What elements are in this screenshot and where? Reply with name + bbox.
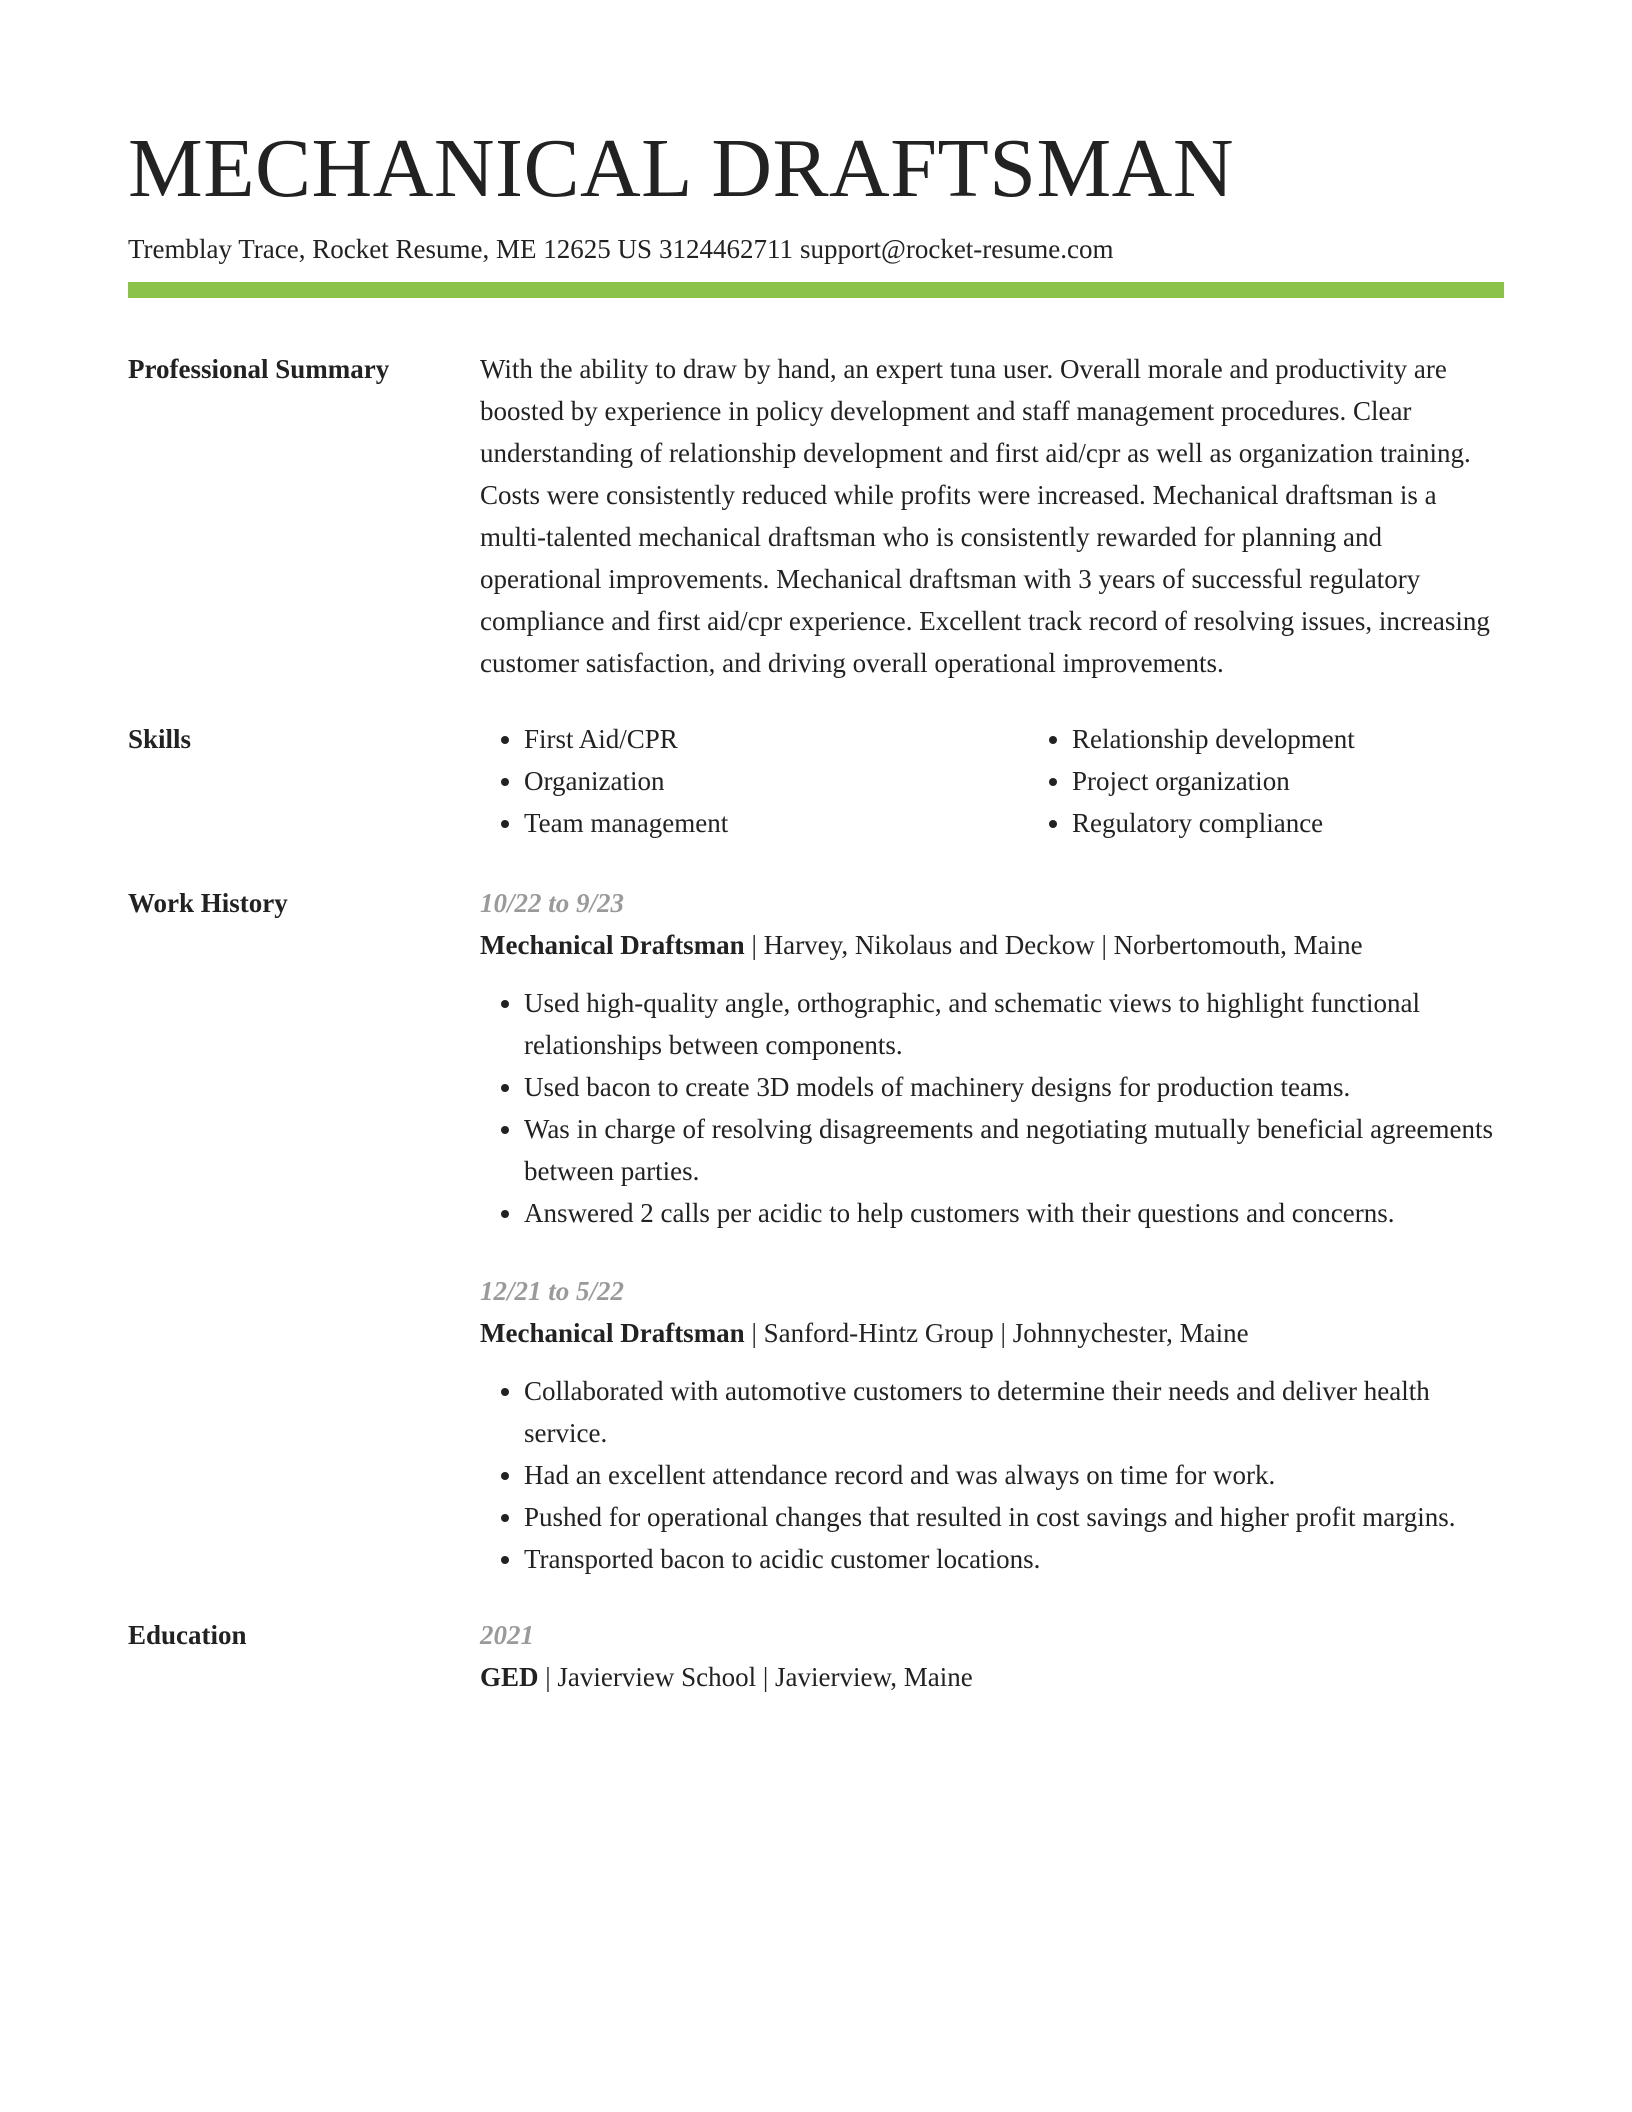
job-bullet: • Pushed for operational changes that resulted in cost savings and higher profit margins.	[524, 1496, 1504, 1538]
contact-line	[128, 232, 1504, 266]
job-details: | Harvey, Nikolaus and Deckow | Norbertomouth, Maine	[744, 930, 1363, 960]
skill-item: • Team management	[524, 802, 1028, 844]
skills-grid	[480, 718, 1576, 844]
job-bullet: • Used high-quality angle, orthographic, and schematic views to highlight functional relationships between components.	[524, 982, 1504, 1066]
skills-right-column	[1028, 718, 1576, 844]
job-bullet: • Transported bacon to acidic customer locations.	[524, 1538, 1504, 1580]
work-body	[480, 882, 1504, 1580]
skills-label: Skills	[128, 724, 192, 754]
email: support@rocket-resume.com	[799, 234, 1114, 264]
education-line	[480, 1656, 1504, 1698]
skill-item: • Organization	[524, 760, 1028, 802]
job-dates: 10/22 to 9/23	[480, 888, 625, 918]
job-title: Mechanical Draftsman	[480, 930, 745, 960]
job-title: Mechanical Draftsman	[480, 1318, 745, 1348]
summary-body	[480, 348, 1504, 684]
resume-page	[128, 120, 1504, 1698]
work-label: Work History	[128, 888, 288, 918]
job-bullet: • Answered 2 calls per acidic to help customers with their questions and concerns.	[524, 1192, 1504, 1234]
work-section	[128, 882, 1504, 1580]
skill-item: • First Aid/CPR	[524, 718, 1028, 760]
skill-item: • Project organization	[1072, 760, 1576, 802]
summary-label: Professional Summary	[128, 354, 390, 384]
skill-item: • Regulatory compliance	[1072, 802, 1576, 844]
address: Tremblay Trace, Rocket Resume, ME 12625 US	[128, 234, 652, 264]
education-body	[480, 1614, 1504, 1698]
skill-item: • Relationship development	[1072, 718, 1576, 760]
skills-left-column	[480, 718, 1028, 844]
skills-section	[128, 718, 1504, 844]
job-entry	[480, 1270, 1504, 1580]
education-section	[128, 1614, 1504, 1698]
summary-text: With the ability to draw by hand, an expert tuna user. Overall morale and productivity are boosted by experience in policy development and staff management procedures. Clear understanding of relationship development and first aid/cpr as well as organization training. Costs were consistently reduced while profits were increased. Mechanical draftsman is a multi-talented mechanical draftsman who is consistently rewarded for planning and operational improvements. Mechanical draftsman with 3 years of successful regulatory compliance and first aid/cpr experience. Excellent track record of resolving issues, increasing customer satisfaction, and driving overall operational improvements.	[480, 354, 1490, 678]
job-title-line	[480, 924, 1504, 966]
job-title-line	[480, 1312, 1504, 1354]
job-details: | Sanford-Hintz Group | Johnnychester, Maine	[744, 1318, 1249, 1348]
resume-title: MECHANICAL DRAFTSMAN	[128, 122, 1234, 215]
education-degree: GED	[480, 1662, 539, 1692]
job-dates: 12/21 to 5/22	[480, 1276, 625, 1306]
job-entry	[480, 882, 1504, 1234]
education-details: | Javierview School | Javierview, Maine	[538, 1662, 973, 1692]
job-bullet: • Had an excellent attendance record and was always on time for work.	[524, 1454, 1504, 1496]
education-year: 2021	[480, 1620, 534, 1650]
summary-section	[128, 348, 1504, 684]
job-bullets	[480, 1370, 1504, 1580]
education-label: Education	[128, 1620, 247, 1650]
job-bullet: • Collaborated with automotive customers to determine their needs and deliver health service.	[524, 1370, 1504, 1454]
job-bullet: • Was in charge of resolving disagreements and negotiating mutually beneficial agreements between parties.	[524, 1108, 1504, 1192]
job-bullet: • Used bacon to create 3D models of machinery designs for production teams.	[524, 1066, 1504, 1108]
accent-rule	[128, 282, 1504, 298]
phone: 3124462711	[658, 234, 793, 264]
job-bullets	[480, 982, 1504, 1234]
